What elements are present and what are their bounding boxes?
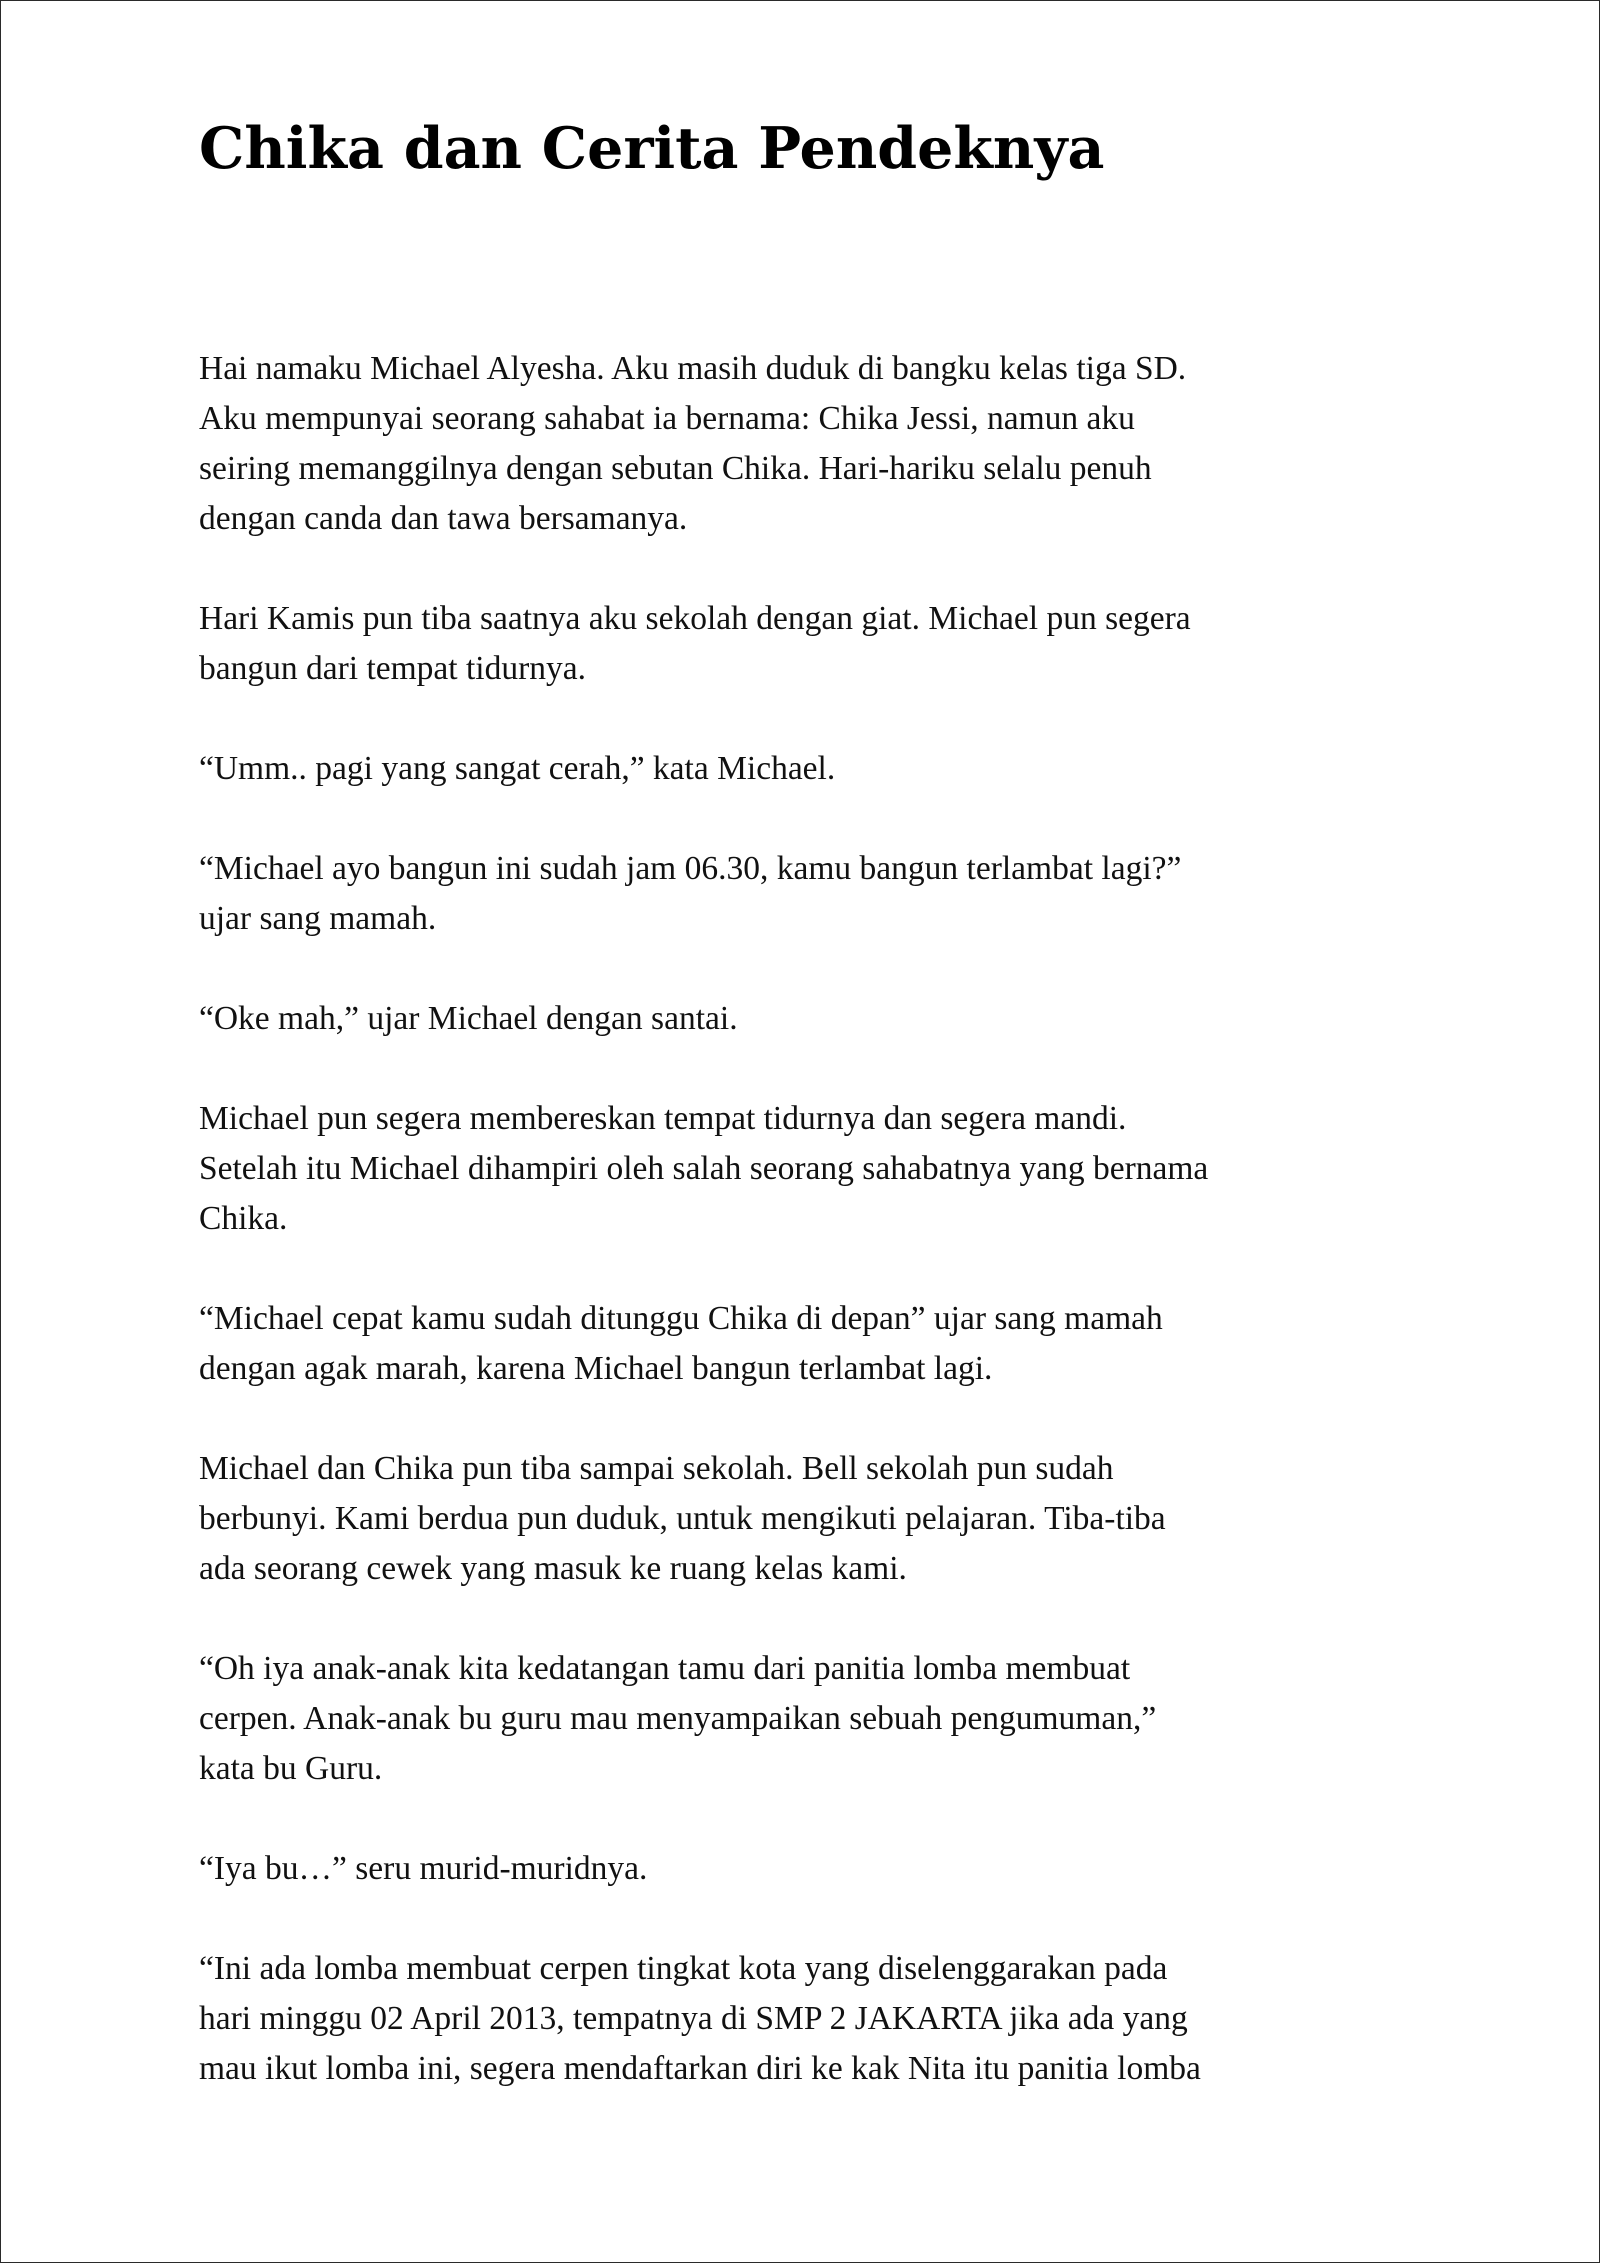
paragraph-line: ada seorang cewek yang masuk ke ruang kelas kami. [199, 1550, 907, 1587]
paragraph-line: “Oh iya anak-anak kita kedatangan tamu dari panitia lomba membuat [199, 1650, 1131, 1687]
paragraph-line: “Ini ada lomba membuat cerpen tingkat kota yang diselenggarakan pada [199, 1950, 1168, 1987]
paragraph-line: Chika. [199, 1200, 288, 1237]
story-paragraph [199, 1294, 1429, 1394]
paragraph-line: Michael dan Chika pun tiba sampai sekolah. Bell sekolah pun sudah [199, 1450, 1114, 1487]
paragraph-line: mau ikut lomba ini, segera mendaftarkan diri ke kak Nita itu panitia lomba [199, 2050, 1201, 2087]
paragraph-line: “Michael cepat kamu sudah ditunggu Chika di depan” ujar sang mamah [199, 1300, 1163, 1337]
paragraph-line: bangun dari tempat tidurnya. [199, 650, 587, 687]
paragraph-line: hari minggu 02 April 2013, tempatnya di SMP 2 JAKARTA jika ada yang [199, 2000, 1188, 2037]
paragraph-line: Michael pun segera membereskan tempat tidurnya dan segera mandi. [199, 1100, 1127, 1137]
document-body [199, 344, 1429, 2144]
story-paragraph [199, 1444, 1429, 1594]
paragraph-line: Aku mempunyai seorang sahabat ia bernama: Chika Jessi, namun aku [199, 400, 1135, 437]
paragraph-line: Hari Kamis pun tiba saatnya aku sekolah dengan giat. Michael pun segera [199, 600, 1191, 637]
story-paragraph [199, 1944, 1429, 2094]
story-paragraph [199, 994, 1429, 1044]
story-paragraph [199, 594, 1429, 694]
paragraph-line: seiring memanggilnya dengan sebutan Chika. Hari-hariku selalu penuh [199, 450, 1152, 487]
paragraph-line: “Michael ayo bangun ini sudah jam 06.30, kamu bangun terlambat lagi?” [199, 850, 1182, 887]
paragraph-line: ujar sang mamah. [199, 900, 437, 937]
paragraph-line: cerpen. Anak-anak bu guru mau menyampaikan sebuah pengumuman,” [199, 1700, 1157, 1737]
paragraph-line: Hai namaku Michael Alyesha. Aku masih duduk di bangku kelas tiga SD. [199, 350, 1187, 387]
story-paragraph [199, 844, 1429, 944]
story-paragraph [199, 744, 1429, 794]
paragraph-line: berbunyi. Kami berdua pun duduk, untuk mengikuti pelajaran. Tiba-tiba [199, 1500, 1166, 1537]
paragraph-line: “Oke mah,” ujar Michael dengan santai. [199, 1000, 738, 1037]
paragraph-line: Setelah itu Michael dihampiri oleh salah seorang sahabatnya yang bernama [199, 1150, 1209, 1187]
story-paragraph [199, 344, 1429, 544]
paragraph-line: kata bu Guru. [199, 1750, 383, 1787]
story-paragraph [199, 1644, 1429, 1794]
story-paragraph [199, 1094, 1429, 1244]
paragraph-line: dengan canda dan tawa bersamanya. [199, 500, 688, 537]
paragraph-line: “Umm.. pagi yang sangat cerah,” kata Michael. [199, 750, 836, 787]
story-paragraph [199, 1844, 1429, 1894]
document-title: Chika dan Cerita Pendeknya [199, 115, 1105, 182]
paragraph-line: “Iya bu…” seru murid-muridnya. [199, 1850, 648, 1887]
paragraph-line: dengan agak marah, karena Michael bangun terlambat lagi. [199, 1350, 993, 1387]
